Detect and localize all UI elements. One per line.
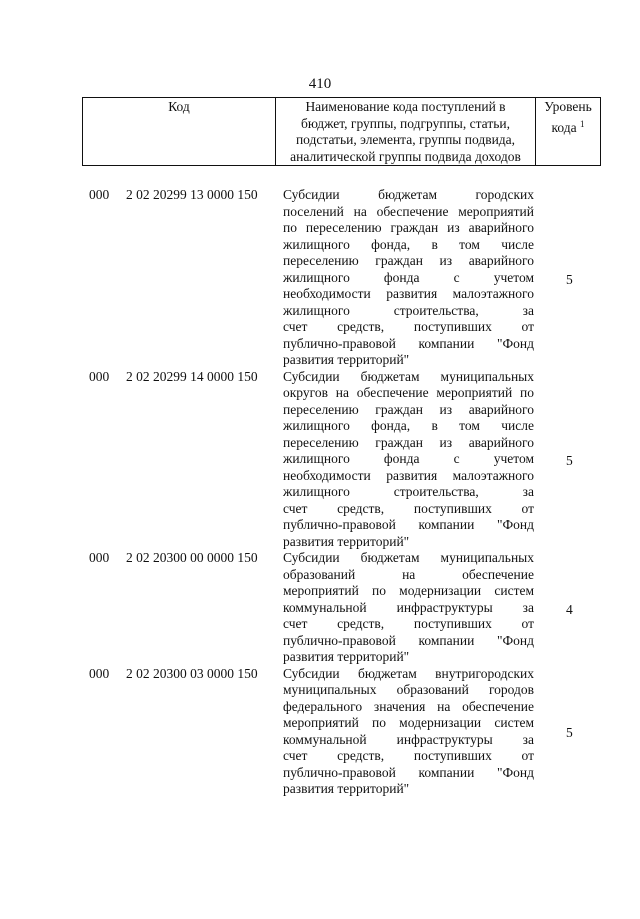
header-name-line: подстатьи, элемента, группы подвида, <box>295 132 516 147</box>
revenue-name-line: Субсидии бюджетам внутригородских <box>283 665 534 681</box>
revenue-name-line: коммунальной инфраструктуры за <box>283 599 534 615</box>
revenue-name-line: жилищного фонда с учетом <box>283 451 534 466</box>
revenue-name-line: публично-правовой компании "Фонд <box>283 335 534 351</box>
revenue-name-line: переселению граждан из аварийного <box>283 434 534 450</box>
revenue-code: 2 02 20299 13 0000 150 <box>126 187 258 202</box>
revenue-code: 2 02 20300 00 0000 150 <box>126 550 258 565</box>
revenue-name-line: публично-правовой компании "Фонд <box>283 764 534 780</box>
admin-code: 000 <box>89 187 110 202</box>
revenue-name <box>283 550 534 666</box>
admin-code: 000 <box>89 368 110 384</box>
revenue-name-line: Субсидии бюджетам муниципальных <box>283 368 534 384</box>
revenue-code: 2 02 20299 14 0000 150 <box>126 368 258 384</box>
revenue-name-line: мероприятий по модернизации систем <box>283 715 534 730</box>
table-row <box>0 187 640 369</box>
header-level <box>536 98 600 165</box>
table-row <box>0 550 640 666</box>
revenue-name-line: счет средств, поступивших от <box>283 748 534 763</box>
revenue-name-line: необходимости развития малоэтажного <box>283 467 534 483</box>
revenue-name-line: развития территорий" <box>283 533 410 549</box>
revenue-name-line: переселению граждан из аварийного <box>283 253 534 268</box>
revenue-name-line: жилищного строительства, за <box>283 484 534 499</box>
table-row <box>0 666 640 798</box>
revenue-name <box>283 187 534 369</box>
revenue-name-line: поселений на обеспечение мероприятий <box>283 203 534 219</box>
header-level-label: кода <box>551 119 577 135</box>
revenue-name-line: Субсидии бюджетам городских <box>283 187 534 202</box>
code-level: 5 <box>566 725 573 741</box>
revenue-name-line: жилищного фонда с учетом <box>283 269 534 285</box>
code-level: 5 <box>566 271 573 287</box>
code-level: 5 <box>566 453 573 468</box>
revenue-name-line: счет средств, поступивших от <box>283 500 534 516</box>
admin-code: 000 <box>89 550 110 565</box>
revenue-name-line: Субсидии бюджетам муниципальных <box>283 550 534 565</box>
header-code: Код <box>83 98 276 165</box>
revenue-name-line: по переселению граждан из аварийного <box>283 220 534 235</box>
header-level-line2 <box>536 116 600 137</box>
revenue-code: 2 02 20300 03 0000 150 <box>126 665 258 681</box>
revenue-name-line: развития территорий" <box>283 352 410 367</box>
revenue-name <box>283 369 534 551</box>
revenue-name-line: жилищного фонда, в том числе <box>283 236 534 252</box>
revenue-name-line: счет средств, поступивших от <box>283 319 534 334</box>
revenue-name-line: жилищного фонда, в том числе <box>283 418 534 433</box>
header-name-line: бюджет, группы, подгруппы, статьи, <box>301 115 510 131</box>
header-name-line: Наименование кода поступлений в <box>305 99 506 114</box>
revenue-name-line: муниципальных образований городов <box>283 682 534 697</box>
revenue-name-line: переселению граждан из аварийного <box>283 401 534 417</box>
revenue-name-line: федерального значения на обеспечение <box>283 698 534 714</box>
table-row <box>0 369 640 551</box>
header-name-line: аналитической группы подвида доходов <box>290 148 521 164</box>
footnote-marker: 1 <box>579 118 585 129</box>
header-name <box>276 98 536 165</box>
code-level: 4 <box>566 601 573 617</box>
revenue-name-line: публично-правовой компании "Фонд <box>283 632 534 648</box>
page-number: 410 <box>308 76 332 92</box>
header-level-line1: Уровень <box>544 99 592 114</box>
revenue-name-line: необходимости развития малоэтажного <box>283 286 534 301</box>
revenue-name-line: развития территорий" <box>283 781 410 796</box>
revenue-name-line: счет средств, поступивших от <box>283 616 534 631</box>
revenue-name-line: жилищного строительства, за <box>283 302 534 318</box>
admin-code: 000 <box>89 665 110 681</box>
table-header <box>82 97 601 166</box>
revenue-name-line: мероприятий по модернизации систем <box>283 583 534 598</box>
revenue-name-line: образований на обеспечение <box>283 566 534 582</box>
revenue-name-line: развития территорий" <box>283 649 410 664</box>
revenue-name <box>283 666 534 798</box>
revenue-name-line: коммунальной инфраструктуры за <box>283 731 534 747</box>
revenue-name-line: округов на обеспечение мероприятий по <box>283 385 534 400</box>
table-body <box>0 187 640 798</box>
revenue-name-line: публично-правовой компании "Фонд <box>283 517 534 532</box>
